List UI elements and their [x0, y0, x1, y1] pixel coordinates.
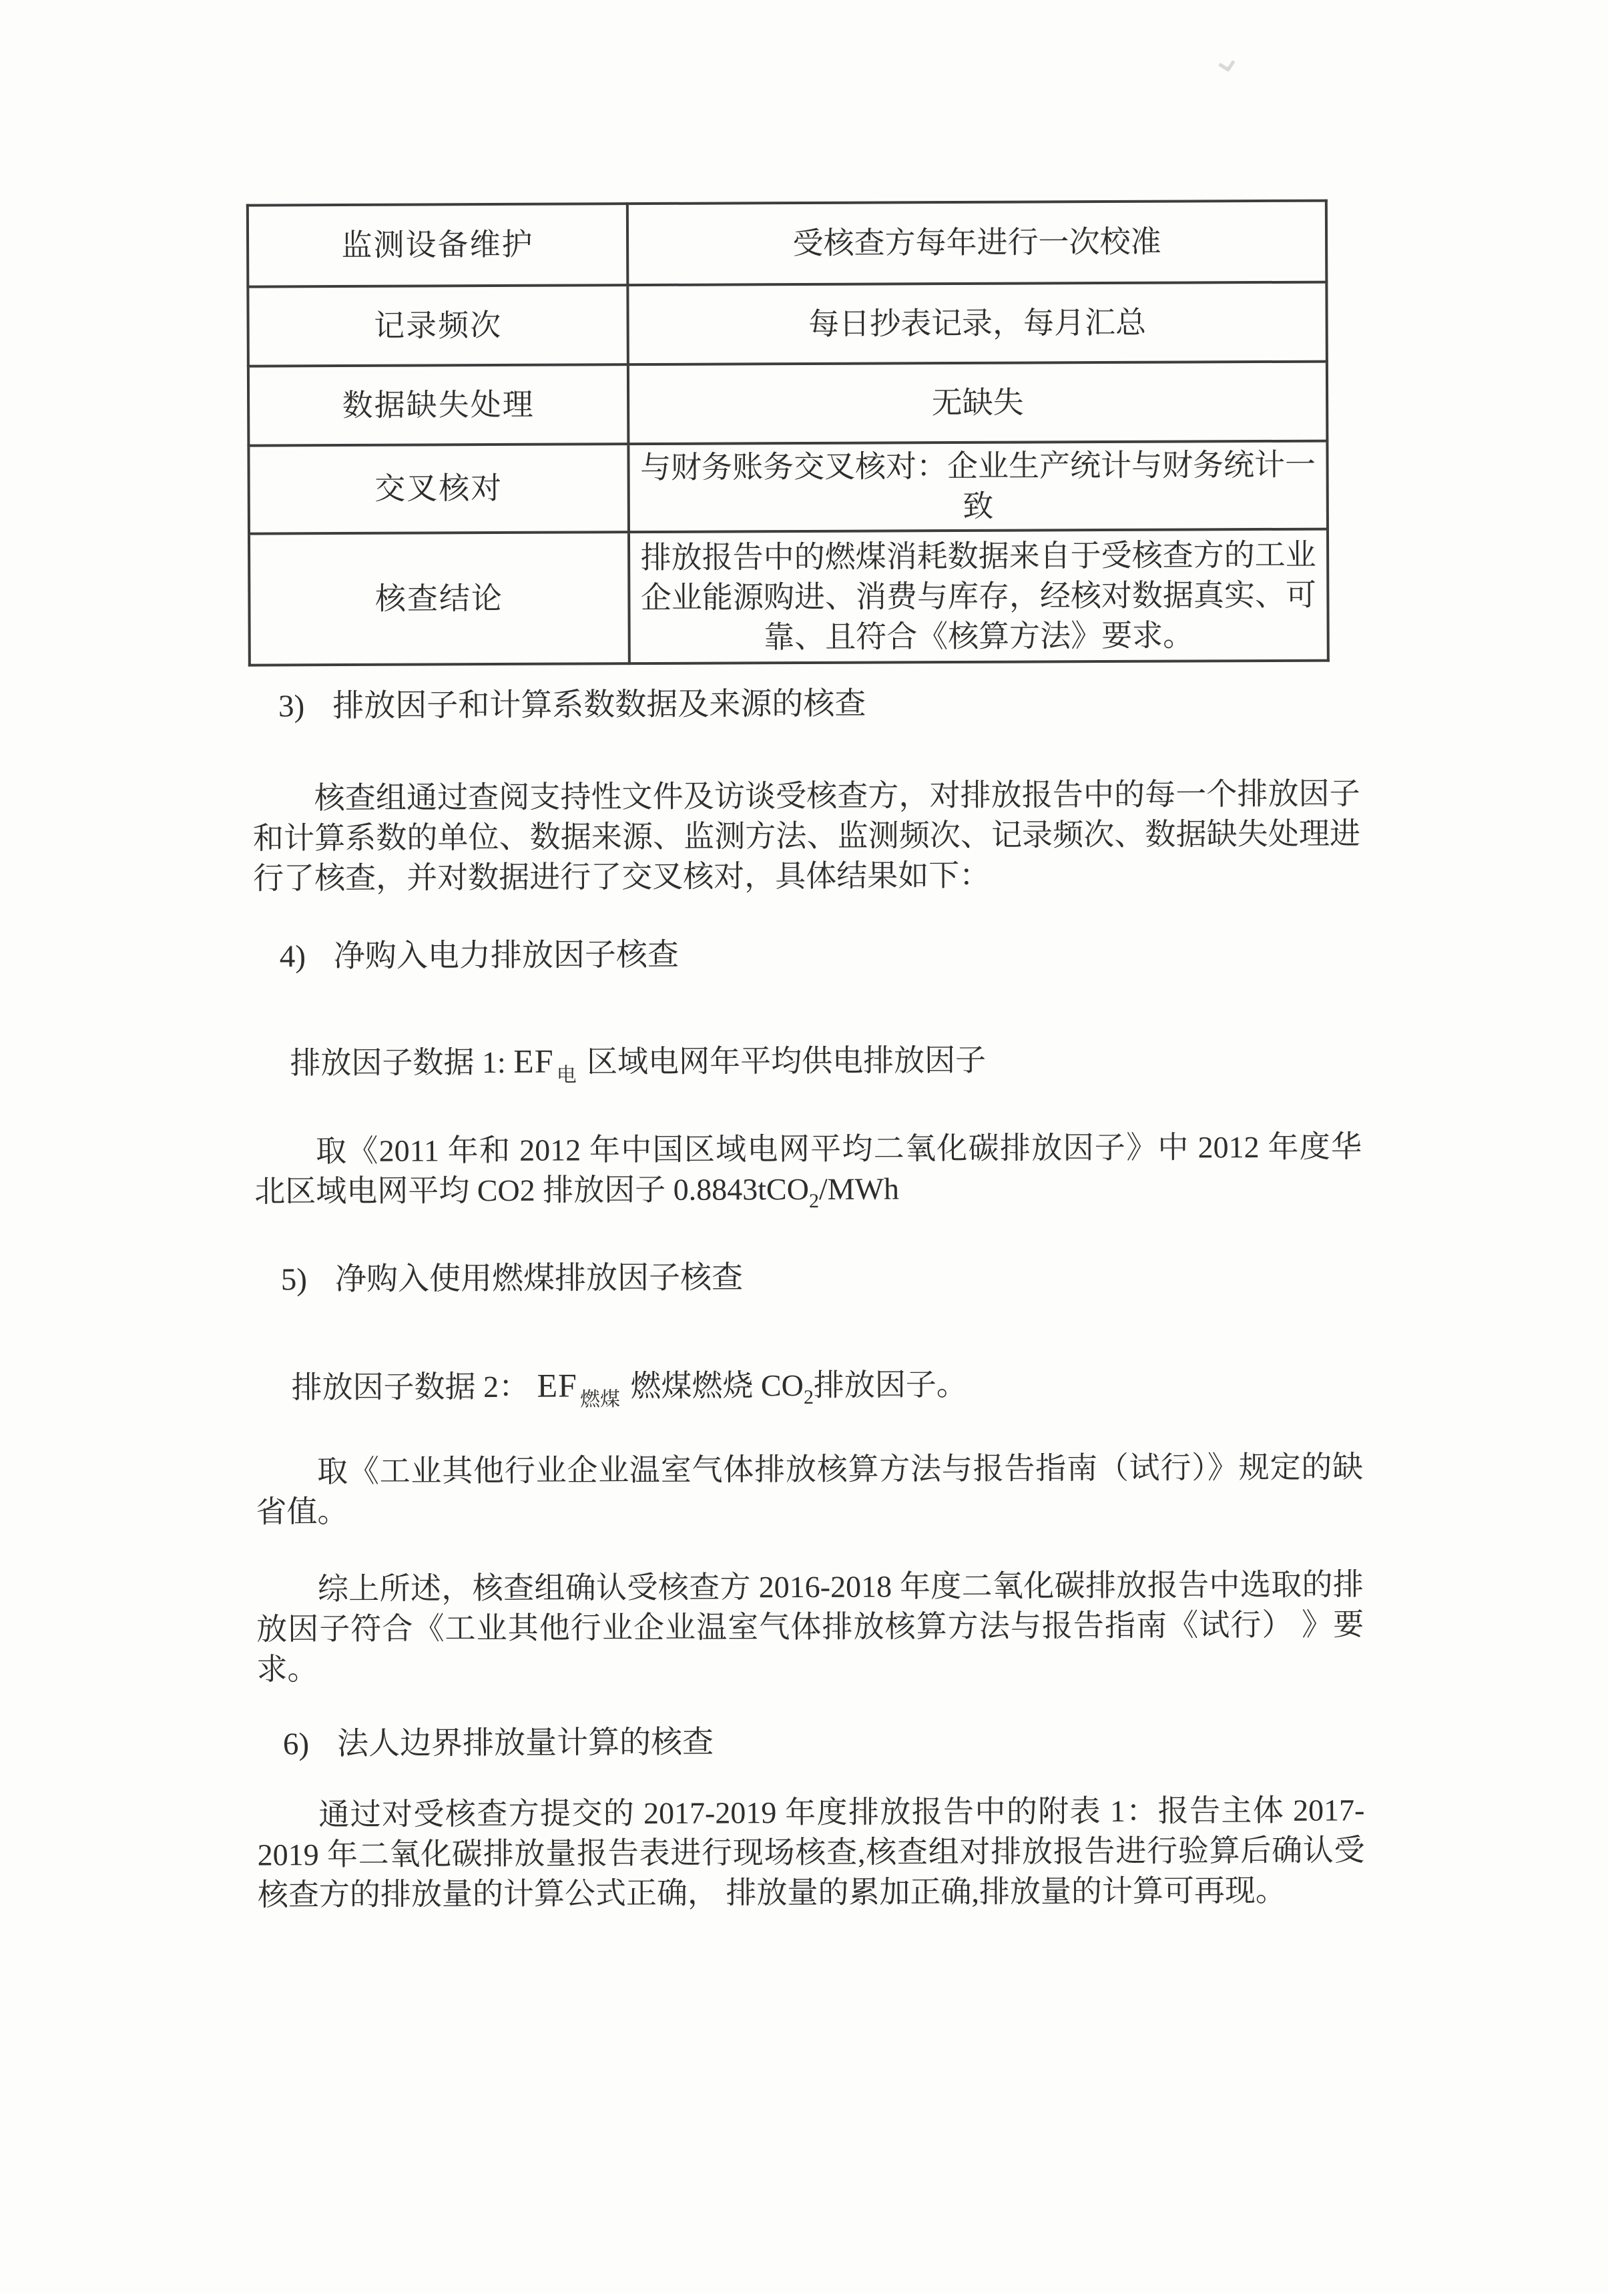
p2-text1: 取《2011 年和 2012 年中国区域电网平均二氧化碳排放因子》中 2012 年度华北区域电网平均 CO2 排放因子 0.8843tCO: [254, 1129, 1362, 1209]
heading-number: 3): [278, 689, 305, 724]
ef1-prefix: 排放因子数据 1:: [290, 1045, 514, 1081]
emission-factor-data-1: [290, 1039, 987, 1087]
table-row: [248, 282, 1327, 366]
heading-label: 排放因子和计算系数数据及来源的核查: [332, 686, 866, 724]
ef2-suffix: 排放因子。: [813, 1367, 967, 1402]
row-label-verification-conclusion: 核查结论: [249, 532, 629, 665]
ef2-mid: 燃煤燃烧 CO: [622, 1368, 804, 1404]
row-value-cross-check: 与财务账务交叉核对：企业生产统计与财务统计一致: [628, 441, 1328, 533]
emission-factor-data-2: [291, 1364, 967, 1411]
ef2-symbol: EF: [537, 1366, 578, 1404]
table-row: [248, 201, 1327, 287]
paragraph-verification-process: 核查组通过查阅支持性文件及访谈受核查方，对排放报告中的每一个排放因子和计算系数的单位、数据来源、监测方法、监测频次、记录频次、数据缺失处理进行了核查，并对数据进行了交叉核对，具体结果如下：: [252, 776, 1361, 896]
heading-label: 净购入电力排放因子核查: [333, 937, 680, 974]
row-label-monitoring-equipment: 监测设备维护: [248, 204, 628, 286]
ef1-suffix: 区域电网年平均供电排放因子: [579, 1043, 987, 1079]
heading-purchased-electricity-factor: [280, 935, 679, 977]
heading-purchased-coal-factor: [281, 1257, 743, 1300]
p2-text2: /MWh: [818, 1171, 900, 1206]
heading-legal-boundary-emissions: [283, 1723, 714, 1765]
ef1-subscript: 电: [556, 1064, 577, 1087]
heading-emission-factor-sources: [278, 684, 866, 727]
row-value-verification-conclusion: 排放报告中的燃煤消耗数据来自于受核查方的工业企业能源购进、消费与库存，经核对数据真实、可靠、且符合《核算方法》要求。: [629, 529, 1328, 664]
table-row: [249, 529, 1328, 665]
ef2-subscript: 燃煤: [579, 1388, 621, 1411]
table-row: [248, 362, 1328, 446]
ef2-prefix: 排放因子数据 2：: [291, 1369, 537, 1405]
table-row: [248, 441, 1328, 534]
heading-number: 6): [282, 1727, 310, 1762]
co2-subscript: 2: [803, 1386, 814, 1409]
row-label-record-frequency: 记录频次: [248, 285, 628, 366]
ef1-symbol: EF: [513, 1042, 554, 1080]
paragraph-summary-conclusion: 综上所述，核查组确认受核查方 2016-2018 年度二氧化碳排放报告中选取的排放因子符合《工业其他行业企业温室气体排放核算方法与报告指南《试行） 》要求。: [256, 1567, 1364, 1687]
paragraph-onsite-verification: 通过对受核查方提交的 2017-2019 年度排放报告中的附表 1：报告主体 2017-2019 年二氧化碳排放量报告表进行现场核查,核查组对排放报告进行验算后确认受核查方的排放量的计算公式正确， 排放量的累加正确,排放量的计算可再现。: [257, 1793, 1365, 1912]
scan-artifact: ⌄: [1204, 33, 1247, 83]
row-label-cross-check: 交叉核对: [248, 444, 629, 533]
heading-label: 法人边界排放量计算的核查: [336, 1725, 714, 1762]
row-value-monitoring-equipment: 受核查方每年进行一次校准: [627, 201, 1327, 286]
heading-label: 净购入使用燃煤排放因子核查: [334, 1260, 744, 1298]
row-label-missing-data: 数据缺失处理: [248, 364, 629, 445]
row-value-record-frequency: 每日抄表记录，每月汇总: [627, 282, 1327, 365]
paragraph-grid-factor-source: [254, 1127, 1362, 1211]
heading-number: 5): [280, 1262, 308, 1298]
verification-table: [246, 200, 1330, 667]
co2-subscript: 2: [808, 1189, 820, 1212]
paragraph-default-value-source: 取《工业其他行业企业温室气体排放核算方法与报告指南（试行）》规定的缺省值。: [256, 1450, 1364, 1529]
row-value-missing-data: 无缺失: [628, 362, 1328, 445]
heading-number: 4): [279, 939, 306, 974]
